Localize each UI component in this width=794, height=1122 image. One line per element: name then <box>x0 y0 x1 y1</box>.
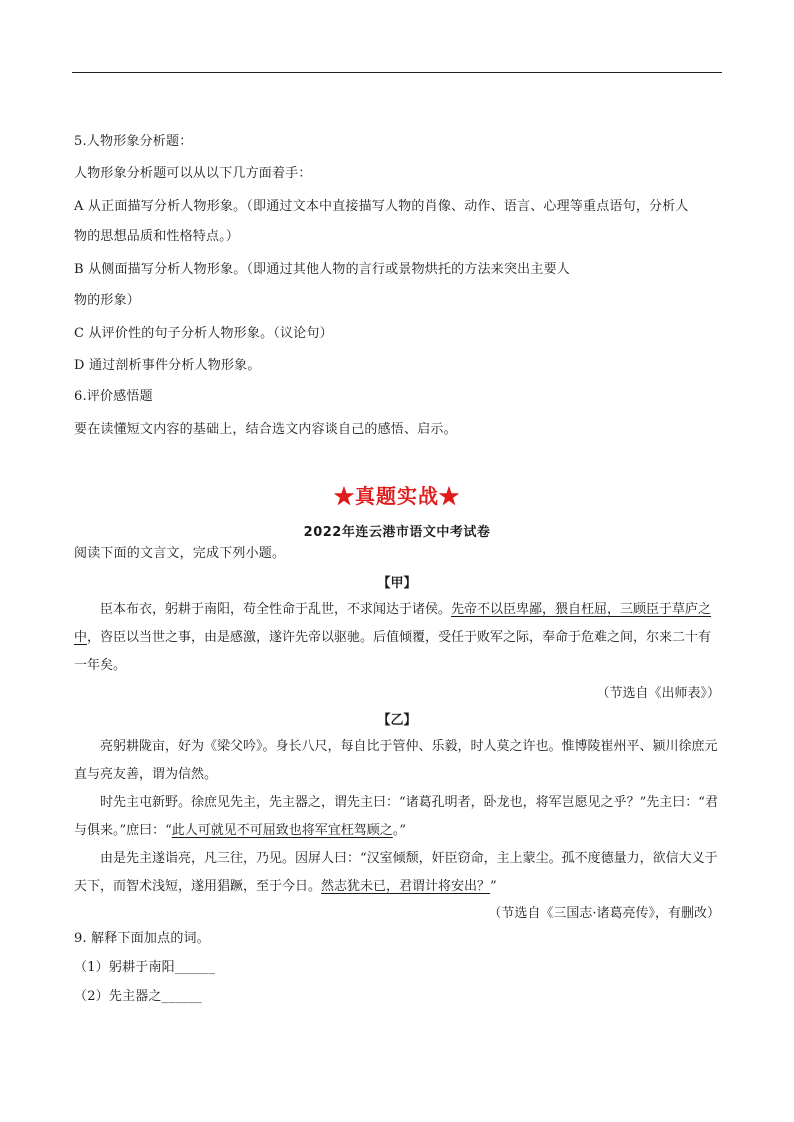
practice-banner: ★真题实战★ <box>334 484 460 508</box>
item-c: C 从评价性的句子分析人物形象。（议论句） <box>74 326 333 341</box>
yi-underlined-sentence-2: 然志犹未已，君谓计将安出？ <box>321 879 491 894</box>
passage-yi-para1: 亮躬耕陇亩，好为《梁父吟》。身长八尺，每自比于管仲、乐毅，时人莫之许也。惟博陵崔州平、颍川徐庶元直与亮友善，谓为信然。 <box>74 739 718 782</box>
question-9-item-1: （1）躬耕于南阳______ <box>74 960 216 975</box>
passage-jia-body: 臣本布衣，躬耕于南阳，苟全性命于乱世，不求闻达于诸侯。先帝不以臣卑鄙，猥自枉屈，三顾臣于草庐之中，咨臣以当世之事，由是感激，遂许先帝以驱驰。后值倾覆，受任于败军之际，奉命于危难之间，尔来二十有一年矣。 <box>74 602 712 673</box>
section5-intro: 人物形象分析题可以从以下几方面着手： <box>74 166 312 181</box>
exam-title: 2022年连云港市语文中考试卷 <box>303 525 491 540</box>
section6-body: 要在读懂短文内容的基础上，结合选文内容谈自己的感悟、启示。 <box>74 422 457 437</box>
item-b-line2: 物的形象） <box>74 293 141 308</box>
reading-instruction: 阅读下面的文言文，完成下列小题。 <box>74 546 286 561</box>
jia-underlined-sentence: 先帝不以臣卑鄙，猥自枉屈，三顾臣于草庐之中 <box>74 602 712 645</box>
question-9-item-2: （2）先主器之______ <box>74 989 202 1004</box>
section6-heading: 6.评价感悟题 <box>74 389 153 404</box>
item-a-line1: A 从正面描写分析人物形象。（即通过文本中直接描写人物的肖像、动作、语言、心理等重点语句，分析人 <box>74 199 689 214</box>
item-a-line2: 物的思想品质和性格特点。） <box>74 229 240 244</box>
item-b-line1: B 从侧面描写分析人物形象。（即通过其他人物的言行或景物烘托的方法来突出主要人 <box>74 262 570 277</box>
passage-yi-label: 【乙】 <box>377 713 417 728</box>
section5-heading: 5.人物形象分析题： <box>74 134 193 149</box>
question-9-stem: 9. 解释下面加点的词。 <box>74 931 210 946</box>
passage-yi-source: （节选自《三国志·诸葛亮传》，有删改） <box>488 906 720 921</box>
header-rule <box>72 72 722 73</box>
item-d: D 通过剖析事件分析人物形象。 <box>74 358 261 373</box>
passage-jia-label: 【甲】 <box>377 576 417 591</box>
yi-underlined-sentence-1: 此人可就见不可屈致也将军宜枉驾顾之 <box>171 823 393 838</box>
passage-yi-para3: 由是先主遂诣亮，凡三往，乃见。因屏人曰：“汉室倾颓，奸臣窃命，主上蒙尘。孤不度德量力，欲信大义于天下，而智术浅短，遂用猖蹶，至于今日。然志犹未已，君谓计将安出？” <box>74 851 718 894</box>
passage-jia-source: （节选自《出师表》） <box>596 686 720 701</box>
passage-yi-para2: 时先主屯新野。徐庶见先主，先主器之，谓先主曰：“诸葛孔明者，卧龙也，将军岂愿见之乎？”先主曰：“君与俱来。”庶曰：“此人可就见不可屈致也将军宜枉驾顾之。” <box>74 795 718 838</box>
